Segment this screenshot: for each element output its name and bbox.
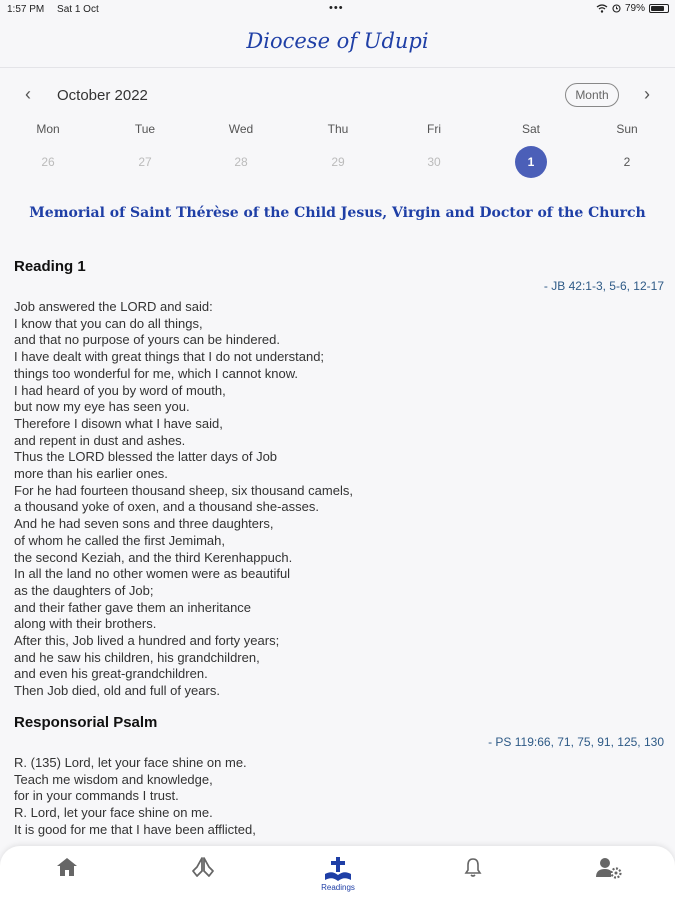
day-number[interactable]: 2	[623, 155, 631, 169]
reading-section	[14, 258, 664, 700]
text-line: things too wonderful for me, which I cannot know.	[14, 365, 298, 381]
text-line: as the daughters of Job;	[14, 582, 154, 598]
text-line: After this, Job lived a hundred and forty years;	[14, 633, 280, 649]
multitask-dots-icon[interactable]: •••	[329, 2, 344, 14]
text-line: and their father gave them an inheritance	[14, 599, 252, 615]
day-number[interactable]: 27	[138, 155, 152, 169]
day-name: Tue	[134, 122, 156, 136]
day-name: Mon	[36, 122, 60, 136]
text-line: For he had fourteen thousand sheep, six thousand camels,	[14, 482, 353, 498]
status-right	[596, 3, 669, 14]
battery-percent: 79%	[624, 3, 645, 14]
text-line: Job answered the LORD and said:	[14, 299, 213, 314]
feast-title: Memorial of Saint Thérèse of the Child Jesus, Virgin and Doctor of the Church	[29, 205, 646, 221]
day-number[interactable]: 28	[234, 155, 248, 169]
bible-cross-icon	[323, 856, 353, 882]
app-title: Diocese of Udupi	[246, 29, 429, 53]
day-sun[interactable]	[597, 122, 657, 178]
day-number[interactable]: 30	[427, 155, 441, 169]
text-line: Therefore I disown what I have said,	[14, 415, 223, 431]
status-time: 1:57 PM	[7, 4, 45, 15]
nav-home[interactable]	[37, 856, 97, 878]
text-line: R. (135) Lord, let your face shine on me.	[14, 754, 247, 770]
bell-icon	[462, 856, 484, 878]
status-date: Sat 1 Oct	[57, 4, 99, 15]
readings-content[interactable]	[14, 258, 664, 846]
nav-notifications[interactable]	[443, 856, 503, 878]
status-left	[7, 4, 99, 15]
psalm-text	[14, 755, 664, 839]
nav-readings-label: Readings	[321, 883, 355, 892]
text-line: along with their brothers.	[14, 616, 157, 632]
praying-hands-icon	[190, 856, 216, 878]
day-name: Fri	[427, 122, 441, 136]
text-line: In all the land no other women were as beautiful	[14, 566, 291, 582]
text-line: more than his earlier ones.	[14, 466, 168, 482]
text-line: I had heard of you by word of mouth,	[14, 382, 226, 398]
text-line: but now my eye has seen you.	[14, 399, 190, 415]
reading-reference: - JB 42:1-3, 5-6, 12-17	[543, 279, 664, 293]
day-name: Sun	[616, 122, 638, 136]
text-line: I have dealt with great things that I do not understand;	[14, 349, 325, 365]
text-line: and that no purpose of yours can be hindered.	[14, 332, 280, 348]
home-icon	[55, 856, 79, 878]
day-name: Sat	[521, 122, 540, 136]
day-name: Thu	[327, 122, 349, 136]
text-line: and even his great-grandchildren.	[14, 666, 208, 682]
day-number[interactable]: 26	[41, 155, 55, 169]
nav-prayers[interactable]	[173, 856, 233, 878]
text-line: and repent in dust and ashes.	[14, 432, 186, 448]
text-line: Thus the LORD blessed the latter days of Job	[14, 449, 278, 465]
next-month-button[interactable]: ›	[644, 84, 650, 104]
bottom-nav	[0, 846, 675, 900]
day-number[interactable]: 29	[331, 155, 345, 169]
day-fri[interactable]	[404, 122, 464, 178]
text-line: And he had seven sons and three daughters,	[14, 516, 274, 532]
battery-fill	[651, 6, 664, 11]
battery-icon	[649, 4, 669, 13]
text-line: Teach me wisdom and knowledge,	[14, 771, 213, 787]
day-tue[interactable]	[115, 122, 175, 178]
text-line: Then Job died, old and full of years.	[14, 683, 220, 699]
psalm-section	[14, 714, 664, 839]
user-settings-icon	[594, 856, 622, 880]
text-line: and he saw his children, his grandchildren,	[14, 649, 260, 665]
prev-month-button[interactable]: ‹	[25, 84, 31, 104]
text-line: R. Lord, let your face shine on me.	[14, 804, 213, 820]
month-label: October 2022	[57, 87, 148, 104]
status-bar	[0, 0, 675, 20]
month-bar	[0, 80, 675, 112]
text-line: a thousand yoke of oxen, and a thousand she-asses.	[14, 499, 319, 515]
month-view-toggle[interactable]: Month	[565, 83, 619, 107]
day-wed[interactable]	[211, 122, 271, 178]
psalm-reference: - PS 119:66, 71, 75, 91, 125, 130	[488, 734, 664, 749]
text-line: It is good for me that I have been afflicted,	[14, 821, 256, 837]
day-sat[interactable]	[501, 122, 561, 178]
text-line: for in your commands I trust.	[14, 788, 179, 804]
selected-day-number[interactable]: 1	[515, 146, 547, 178]
wifi-icon	[596, 4, 608, 13]
psalm-title: Responsorial Psalm	[14, 713, 158, 731]
text-line: the second Keziah, and the third Kerenhappuch.	[14, 549, 293, 565]
nav-readings[interactable]	[308, 856, 368, 892]
text-line: I know that you can do all things,	[14, 315, 203, 331]
alarm-icon	[612, 4, 621, 13]
app-header	[0, 20, 675, 68]
day-thu[interactable]	[308, 122, 368, 178]
reading-text	[14, 299, 664, 700]
reading-title: Reading 1	[14, 258, 86, 275]
day-name: Wed	[228, 122, 254, 136]
text-line: of whom he called the first Jemimah,	[14, 532, 225, 548]
day-mon[interactable]	[18, 122, 78, 178]
nav-account[interactable]	[578, 856, 638, 880]
